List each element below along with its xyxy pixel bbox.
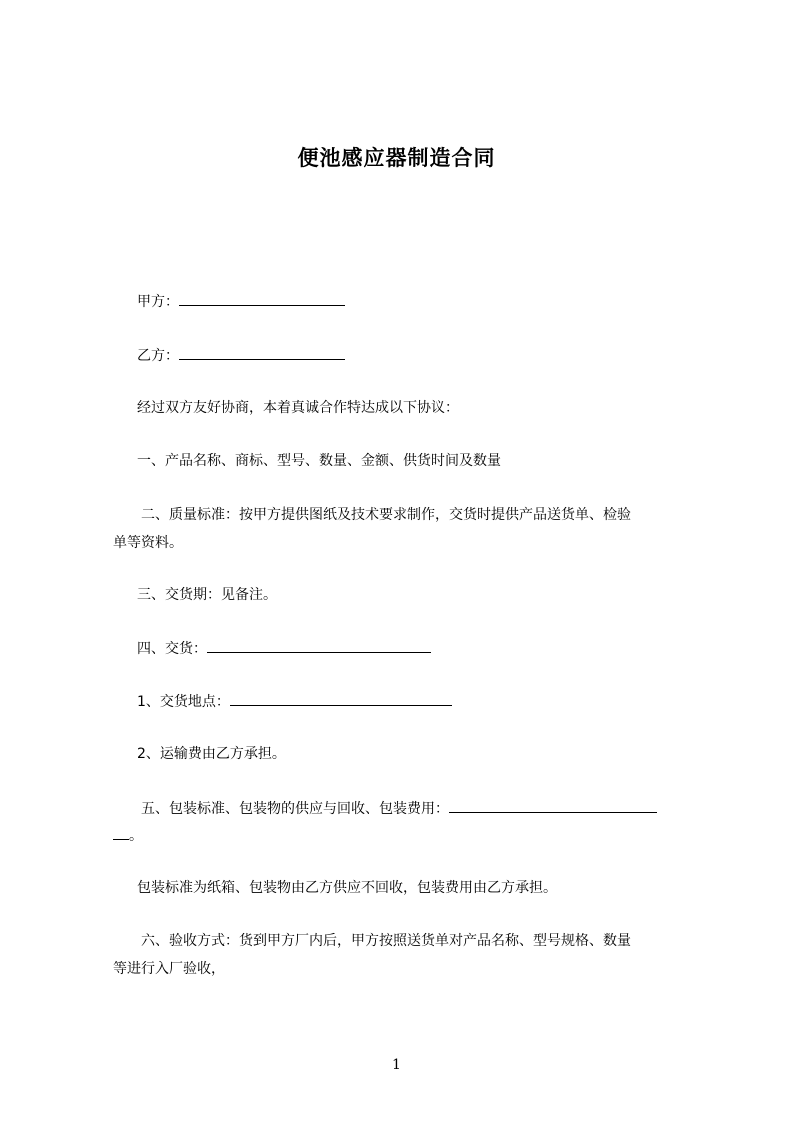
clause-2-line-1: 二、质量标准：按甲方提供图纸及技术要求制作，交货时提供产品送货单、检验 (141, 507, 631, 523)
delivery-location-blank (230, 692, 452, 706)
party-b-blank (179, 346, 345, 360)
clause-5-blank-cont (113, 826, 129, 840)
party-a-blank (179, 292, 345, 306)
page-number: 1 (392, 1057, 401, 1073)
clause-6-line-1: 六、验收方式：货到甲方厂内后，甲方按照送货单对产品名称、型号规格、数量 (141, 933, 631, 949)
clause-5-label: 五、包装标准、包装物的供应与回收、包装费用： (141, 801, 449, 817)
clause-6-line-2: 等进行入厂验收， (113, 961, 225, 977)
intro-text: 经过双方友好协商，本着真诚合作特达成以下协议： (137, 400, 459, 416)
clause-4-item-1 (137, 692, 452, 711)
party-a-line (137, 292, 345, 311)
party-b-label: 乙方： (137, 348, 179, 364)
clause-4-label: 四、交货： (137, 641, 207, 657)
clause-5-line-2 (113, 826, 143, 845)
clause-5-end: 。 (129, 828, 143, 844)
clause-4-blank (207, 639, 431, 653)
delivery-location-label: 1、交货地点： (137, 694, 230, 710)
clause-5-blank (449, 799, 657, 813)
document-title: 便池感应器制造合同 (297, 146, 496, 170)
clause-5-detail: 包装标准为纸箱、包装物由乙方供应不回收，包装费用由乙方承担。 (137, 880, 557, 896)
clause-4-line (137, 639, 431, 658)
clause-2-line-2: 单等资料。 (113, 535, 183, 551)
party-a-label: 甲方： (137, 294, 179, 310)
clause-3: 三、交货期：见备注。 (137, 587, 277, 603)
party-b-line (137, 346, 345, 365)
clause-1: 一、产品名称、商标、型号、数量、金额、供货时间及数量 (137, 453, 501, 469)
clause-5-line-1 (141, 799, 657, 818)
clause-4-item-2: 2、运输费由乙方承担。 (137, 746, 286, 762)
